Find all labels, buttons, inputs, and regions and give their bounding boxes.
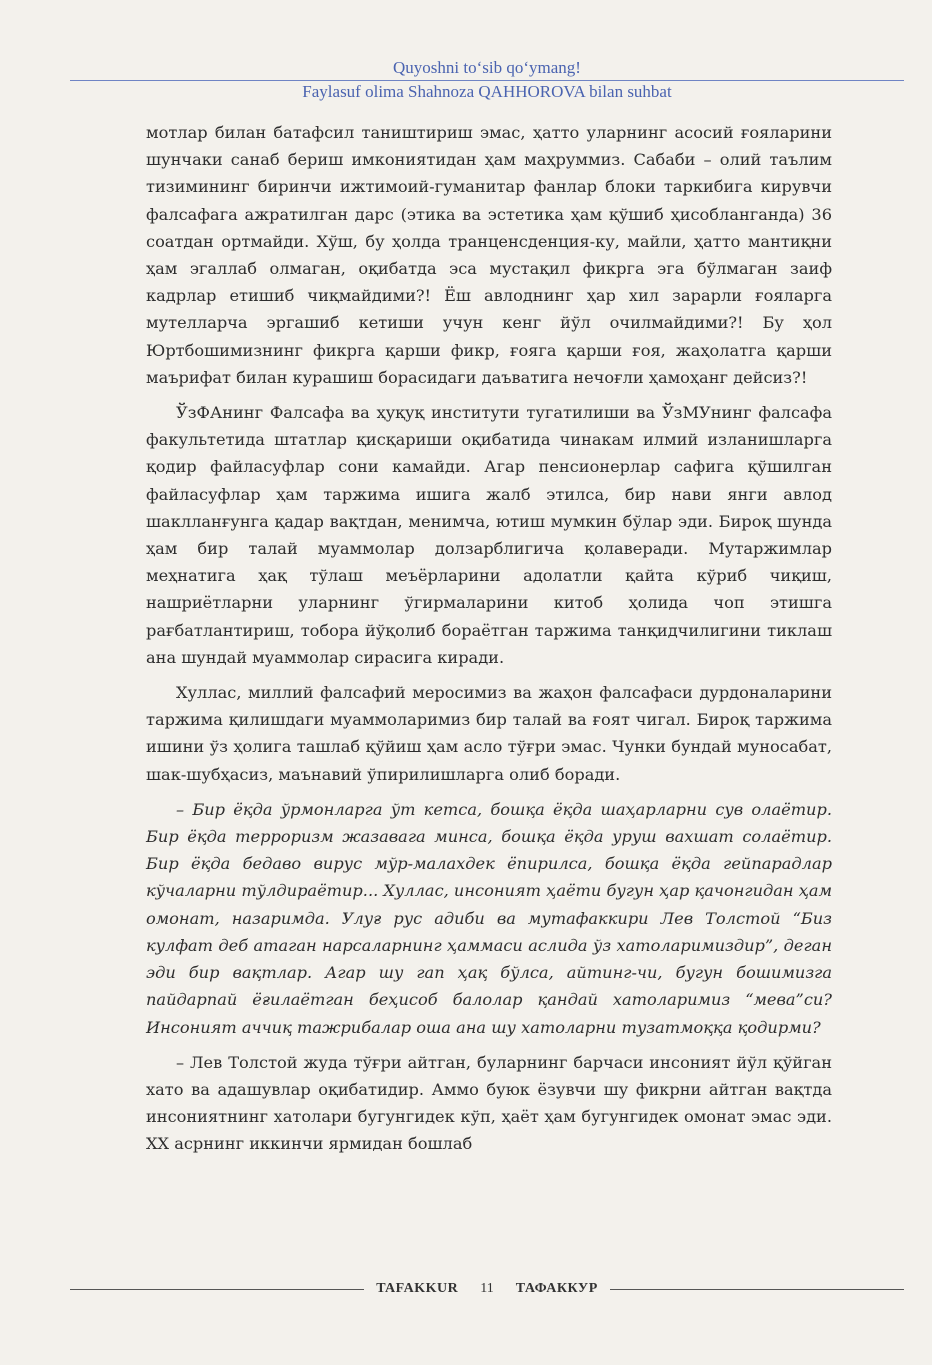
header-subtitle: Faylasuf olima Shahnoza QAHHOROVA bilan suhbat bbox=[302, 82, 672, 101]
footer-rule-right bbox=[610, 1289, 904, 1290]
paragraph-3: Хуллас, миллий фалсафий меросимиз ва жаҳон фалсафаси дурдоналарини таржима қилишдаги муаммоларимиз бир талай ва ғоят чигал. Бироқ таржима ишини ўз ҳолига ташлаб қўйиш ҳам асло тўғри эмас. Чунки бундай муносабат, шак-шубҳасиз, маънавий ўпирилишларга олиб боради. bbox=[146, 683, 832, 784]
page-number: 11 bbox=[480, 1281, 494, 1296]
footer-label-cyrillic: ТАФАККУР bbox=[515, 1281, 598, 1296]
footer-label-latin: TAFAKKUR bbox=[376, 1281, 459, 1296]
paragraph-2: ЎзФАнинг Фалсафа ва ҳуқуқ институти тугатилиши ва ЎзМУнинг фалсафа факультетида штатлар қисқариши оқибатида чинакам илмий изланишларга қодир файласуфлар сони камайди. Агар пенсионерлар сафига қўшилган файласуфлар ҳам таржима ишига жалб этилса, бир нави янги авлод шаклланғунга қадар вақтдан, менимча, ютиш мумкин бўлар эди. Бироқ шунда ҳам бир талай муаммолар долзарблигича қолаверади. Мутаржимлар меҳнатига ҳақ тўлаш меъёрларини адолатли қайта кўриб чиқиш, нашриётларни уларнинг ўгирмаларини китоб ҳолида чоп этишга рағбатлантириш, тобора йўқолиб бораётган таржима танқидчилигини тиклаш ана шундай муаммолар сирасига киради. bbox=[146, 403, 832, 667]
footer-rule-left bbox=[70, 1289, 364, 1290]
article-body bbox=[146, 119, 832, 1158]
header-title: Quyoshni to‘sib qo‘ymang! bbox=[70, 58, 904, 81]
running-header bbox=[70, 58, 904, 102]
interview-question: – Бир ёқда ўрмонларга ўт кетса, бошқа ёқда шаҳарларни сув олаётир. Бир ёқда терроризм жазавага минса, бошқа ёқда уруш вахшат солаётир. Бир ёқда бедаво вирус мўр-малахдек ёпирилса, бошқа ёқда гейпарадлар кўчаларни тўлдираётир... Хуллас, инсоният ҳаёти бугун ҳар қачонгидан ҳам омонат, назаримда. Улуғ рус адиби ва мутафаккири Лев Толстой “Биз кулфат деб атаган нарсаларнинг ҳаммаси аслида ўз хатоларимиздир”, деган эди бир вақтлар. Агар шу гап ҳақ бўлса, айтинг-чи, бугун бошимизга пайдарпай ёғилаётган беҳисоб балолар қандай хатоларимиз “мева”си? Инсоният аччиқ тажрибалар оша ана шу хатоларни тузатмоққа қодирми? bbox=[146, 799, 832, 1037]
interview-answer: – Лев Толстой жуда тўғри айтган, буларнинг барчаси инсоният йўл қўйган хато ва адашувлар оқибатидир. Аммо буюк ёзувчи шу фикрни айтган вақтда инсониятнинг хатолари бугунгидек кўп, ҳаёт ҳам бугунгидек омонат эмас эди. XX асрнинг иккинчи ярмидан бошлаб bbox=[146, 1052, 832, 1154]
page-footer bbox=[70, 1279, 904, 1299]
paragraph-1: мотлар билан батафсил таништириш эмас, ҳатто уларнинг асосий ғояларини шунчаки санаб бериш имкониятидан ҳам маҳруммиз. Сабаби – олий таълим тизимининг биринчи ижтимоий-гуманитар фанлар блоки таркибига кирувчи фалсафага ажратилган дарс (этика ва эстетика ҳам қўшиб ҳисобланганда) 36 соатдан ортмайди. Хўш, бу ҳолда транценсденция-ку, майли, ҳатто мантиқни ҳам эгаллаб олмаган, оқибатда эса мустақил фикрга эга бўлмаган заиф кадрлар етишиб чиқмайдими?! Ёш авлоднинг ҳар хил зарарли ғояларга мутелларча эргашиб кетиши учун кенг йўл очилмайдими?! Бу ҳол Юртбошимизнинг фикрга қарши фикр, ғояга қарши ғоя, жаҳолатга қарши маърифат билан курашиш борасидаги даъватига нечоғли ҳамоҳанг дейсиз?! bbox=[146, 123, 832, 387]
